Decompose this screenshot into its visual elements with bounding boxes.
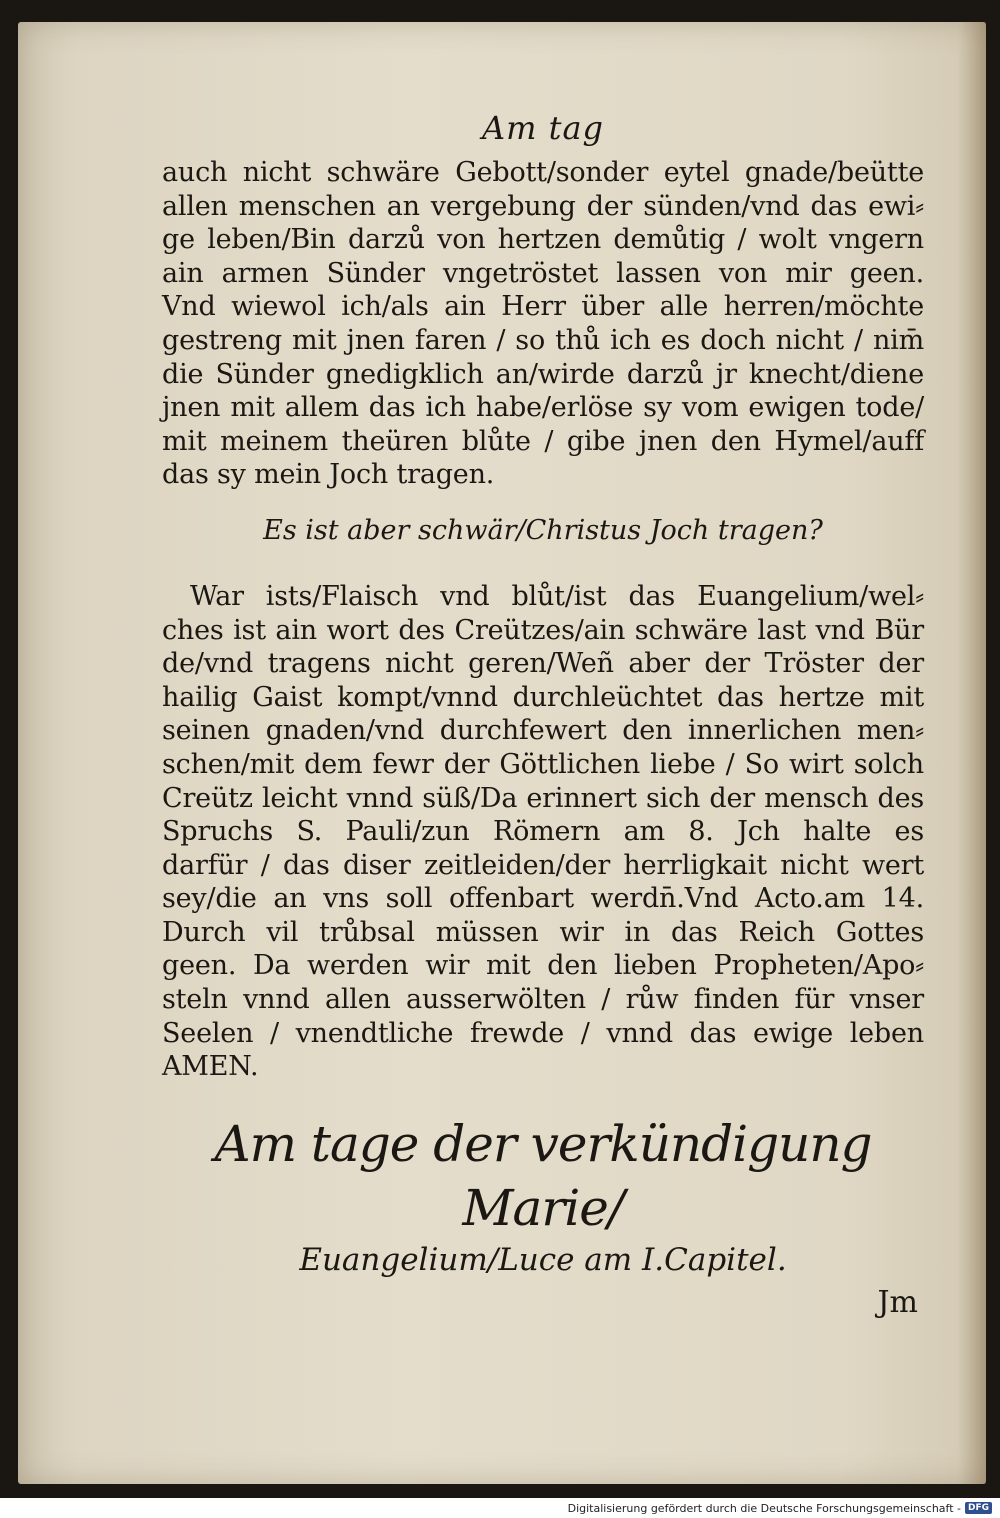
text-line: hailig Gaist kompt/vnnd durchleüchtet das hertze mit bbox=[162, 681, 924, 713]
digitization-footer bbox=[0, 1498, 1000, 1518]
question-line: Es ist aber schwär/Christus Joch tragen? bbox=[263, 514, 823, 546]
text-line: War ists/Flaisch vnd blůt/ist das Euangelium/wel⸗ bbox=[190, 580, 924, 612]
page-spine-shadow bbox=[958, 22, 986, 1484]
text-line: ge leben/Bin darzů von hertzen demůtig / wolt vngern bbox=[162, 224, 924, 256]
text-line: das sy mein Joch tragen. bbox=[162, 459, 495, 491]
text-line: gestreng mit jnen faren / so thů ich es doch nicht / nim̄ bbox=[162, 324, 924, 356]
footer-credit: Digitalisierung gefördert durch die Deutsche Forschungsgemeinschaft - bbox=[567, 1501, 961, 1515]
text-line: Spruchs S. Pauli/zun Römern am 8. Jch halte es bbox=[162, 816, 924, 848]
running-header: Am tag bbox=[481, 109, 605, 147]
text-line: auch nicht schwäre Gebott/sonder eytel gnade/beütte bbox=[162, 157, 924, 188]
catchword: Jm bbox=[877, 1284, 918, 1320]
paragraph-1 bbox=[162, 156, 924, 492]
text-line: geen. Da werden wir mit den lieben Propheten/Apo⸗ bbox=[162, 950, 924, 982]
dfg-logo-icon: DFG bbox=[965, 1502, 992, 1514]
text-line: AMEN. bbox=[162, 1051, 259, 1083]
paragraph-2 bbox=[162, 580, 924, 1084]
text-line: die Sünder gnedigklich an/wirde darzů jr knecht/diene bbox=[162, 358, 924, 390]
text-line: Durch vil trůbsal müssen wir in das Reich Gottes bbox=[162, 916, 924, 948]
text-line: Vnd wiewol ich/als ain Herr über alle herren/möchte bbox=[162, 291, 924, 323]
text-line: schen/mit dem fewr der Göttlichen liebe / So wirt solch bbox=[162, 748, 924, 780]
text-line: ain armen Sünder vngetröstet lassen von mir geen. bbox=[162, 257, 924, 289]
page-text-block bbox=[162, 108, 924, 1322]
text-line: mit meinem theüren blůte / gibe jnen den Hymel/auff bbox=[162, 425, 924, 457]
text-line: steln vnnd allen ausserwölten / růw finden für vnser bbox=[162, 984, 924, 1016]
text-line: de/vnd tragens nicht geren/Weñ aber der Tröster der bbox=[162, 648, 924, 680]
text-line: darfür / das diser zeitleiden/der herrligkait nicht wert bbox=[162, 849, 924, 881]
text-line: Seelen / vnendtliche frewde / vnnd das ewige leben bbox=[162, 1017, 924, 1049]
text-line: jnen mit allem das ich habe/erlöse sy vom ewigen tode/ bbox=[162, 392, 924, 424]
text-line: sey/die an vns soll offenbart werdn̄.Vnd Acto.am 14. bbox=[162, 883, 924, 915]
text-line: allen menschen an vergebung der sünden/vnd das ewi⸗ bbox=[162, 190, 924, 222]
text-line: ches ist ain wort des Creützes/ain schwäre last vnd Bür bbox=[162, 614, 924, 646]
section-title: Am tage der verkündigung Marie/ bbox=[214, 1114, 872, 1237]
text-line: Creütz leicht vnnd süß/Da erinnert sich der mensch des bbox=[162, 782, 924, 814]
text-line: seinen gnaden/vnd durchfewert den innerlichen men⸗ bbox=[162, 715, 924, 747]
section-subtitle: Euangelium/Luce am I.Capitel. bbox=[299, 1241, 787, 1278]
